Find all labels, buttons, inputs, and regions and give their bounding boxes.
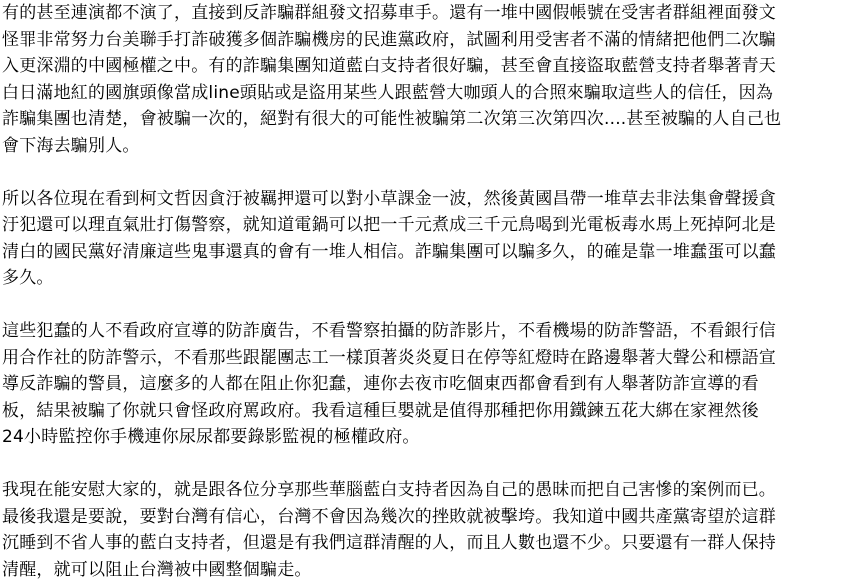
paragraph-2 [2, 186, 845, 292]
text-line: 導反詐騙的警員，這麼多的人都在阻止你犯蠢，連你去夜市吃個東西都會看到有人舉著防詐宣導的看 [2, 374, 759, 395]
text-line: 清醒，就可以阻止台灣被中國整個騙走。 [2, 559, 312, 580]
text-line: 沉睡到不省人事的藍白支持者，但還是有我們這群清醒的人，而且人數也還不少。只要還有一群人保持 [2, 533, 776, 554]
text-line: 最後我還是要說，要對台灣有信心，台灣不會因為幾次的挫敗就被擊垮。我知道中國共產黨寄望於這群 [2, 506, 776, 527]
paragraph-1 [2, 0, 845, 160]
text-line: 白日滿地紅的國旗頭像當成line頭貼或是盜用某些人跟藍營大咖頭人的合照來騙取這些人的信任，因為 [2, 82, 774, 103]
text-line: 所以各位現在看到柯文哲因貪汙被羈押還可以對小草課金一波，然後黃國昌帶一堆草去非法集會聲援貪 [2, 188, 776, 209]
text-line: 詐騙集團也清楚，會被騙一次的，絕對有很大的可能性被騙第二次第三次第四次....甚至被騙的人自己也 [2, 109, 782, 130]
paragraph-gap [2, 451, 845, 477]
text-line: 板，結果被騙了你就只會怪政府罵政府。我看這種巨嬰就是值得那種把你用鐵鍊五花大綁在家裡然後 [2, 400, 759, 421]
paragraph-3 [2, 318, 845, 451]
text-line: 會下海去騙別人。 [2, 135, 140, 156]
paragraph-4 [2, 477, 845, 583]
text-line: 有的甚至連演都不演了，直接到反詐騙群組發文招募車手。還有一堆中國假帳號在受害者群組裡面發文 [2, 3, 776, 23]
text-line: 我現在能安慰大家的，就是跟各位分享那些華腦藍白支持者因為自己的愚昧而把自己害慘的案例而已。 [2, 479, 776, 500]
paragraph-gap [2, 160, 845, 186]
paragraph-gap [2, 292, 845, 318]
text-line: 這些犯蠢的人不看政府宣導的防詐廣告，不看警察拍攝的防詐影片，不看機場的防詐警語，不看銀行信 [2, 320, 776, 341]
text-line: 用合作社的防詐警示，不看那些跟罷團志工一樣頂著炎炎夏日在停等紅燈時在路邊舉著大聲公和標語宣 [2, 347, 776, 368]
text-line: 汙犯還可以理直氣壯打傷警察，就知道電鍋可以把一千元煮成三千元鳥喝到光電板毒水馬上死掉阿北是 [2, 215, 776, 236]
text-line: 怪罪非常努力台美聯手打詐破獲多個詐騙機房的民進黨政府，試圖利用受害者不滿的情緒把他們二次騙 [2, 29, 776, 50]
text-line: 24小時監控你手機連你尿尿都要錄影監視的極權政府。 [2, 427, 420, 448]
text-line: 多久。 [2, 268, 54, 289]
text-line: 入更深淵的中國極權之中。有的詐騙集團知道藍白支持者很好騙，甚至會直接盜取藍營支持者舉著青天 [2, 56, 776, 77]
text-line: 清白的國民黨好清廉這些鬼事還真的會有一堆人相信。詐騙集團可以騙多久，的確是靠一堆蠢蛋可以蠢 [2, 241, 776, 262]
